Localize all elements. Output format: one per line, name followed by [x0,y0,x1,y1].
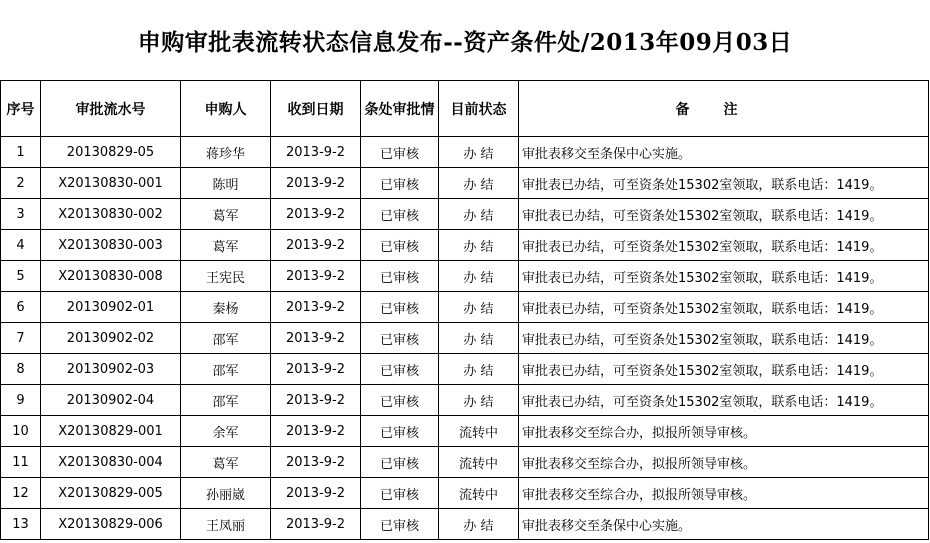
cell-received-date: 2013-9-2 [271,199,361,230]
table-row [1,168,929,199]
cell-index: 10 [1,416,41,447]
cell-status: 办 结 [439,137,519,168]
cell-index: 3 [1,199,41,230]
cell-received-date: 2013-9-2 [271,137,361,168]
cell-index: 4 [1,230,41,261]
cell-approval: 已审核 [361,137,439,168]
cell-remark: 审批表移交至条保中心实施。 [519,509,929,540]
table-row [1,478,929,509]
cell-approval: 已审核 [361,230,439,261]
cell-serial-number: X20130830-003 [41,230,181,261]
table-row [1,416,929,447]
cell-applicant: 余军 [181,416,271,447]
cell-received-date: 2013-9-2 [271,354,361,385]
cell-status: 办 结 [439,199,519,230]
cell-applicant: 邵军 [181,323,271,354]
page-title: 申购审批表流转状态信息发布--资产条件处/2013年09月03日 [137,28,793,56]
cell-serial-number: 20130902-02 [41,323,181,354]
cell-status: 办 结 [439,509,519,540]
table-row [1,354,929,385]
table-row [1,199,929,230]
cell-approval: 已审核 [361,292,439,323]
header-received-date: 收到日期 [271,81,361,137]
cell-remark: 审批表移交至综合办，拟报所领导审核。 [519,416,929,447]
cell-serial-number: 20130902-01 [41,292,181,323]
cell-applicant: 葛军 [181,447,271,478]
header-approval: 条处审批情 [361,81,439,137]
cell-status: 流转中 [439,478,519,509]
cell-index: 12 [1,478,41,509]
cell-received-date: 2013-9-2 [271,416,361,447]
cell-approval: 已审核 [361,509,439,540]
table-row [1,385,929,416]
cell-received-date: 2013-9-2 [271,323,361,354]
table-row [1,292,929,323]
cell-status: 办 结 [439,292,519,323]
table-row [1,323,929,354]
cell-status: 办 结 [439,230,519,261]
cell-status: 流转中 [439,447,519,478]
cell-serial-number: X20130830-004 [41,447,181,478]
cell-approval: 已审核 [361,416,439,447]
cell-applicant: 孙丽崴 [181,478,271,509]
cell-serial-number: X20130829-006 [41,509,181,540]
cell-received-date: 2013-9-2 [271,168,361,199]
cell-status: 办 结 [439,168,519,199]
cell-status: 办 结 [439,354,519,385]
status-table [0,80,929,540]
cell-serial-number: 20130902-04 [41,385,181,416]
cell-applicant: 王凤丽 [181,509,271,540]
header-applicant: 申购人 [181,81,271,137]
header-index: 序号 [1,81,41,137]
cell-index: 5 [1,261,41,292]
cell-status: 办 结 [439,385,519,416]
table-row [1,261,929,292]
cell-serial-number: X20130830-002 [41,199,181,230]
cell-approval: 已审核 [361,478,439,509]
cell-received-date: 2013-9-2 [271,478,361,509]
cell-index: 2 [1,168,41,199]
cell-serial-number: 20130902-03 [41,354,181,385]
cell-serial-number: X20130830-001 [41,168,181,199]
cell-remark: 审批表已办结，可至资条处15302室领取，联系电话：1419。 [519,230,929,261]
cell-remark: 审批表已办结，可至资条处15302室领取，联系电话：1419。 [519,292,929,323]
cell-status: 流转中 [439,416,519,447]
cell-serial-number: X20130830-008 [41,261,181,292]
cell-received-date: 2013-9-2 [271,292,361,323]
header-status: 目前状态 [439,81,519,137]
cell-approval: 已审核 [361,447,439,478]
header-serial-number: 审批流水号 [41,81,181,137]
cell-approval: 已审核 [361,168,439,199]
cell-remark: 审批表已办结，可至资条处15302室领取，联系电话：1419。 [519,323,929,354]
cell-remark: 审批表已办结，可至资条处15302室领取，联系电话：1419。 [519,354,929,385]
cell-serial-number: 20130829-05 [41,137,181,168]
cell-index: 9 [1,385,41,416]
cell-remark: 审批表移交至综合办，拟报所领导审核。 [519,478,929,509]
cell-status: 办 结 [439,323,519,354]
cell-approval: 已审核 [361,323,439,354]
cell-index: 8 [1,354,41,385]
table-body [1,137,929,540]
cell-serial-number: X20130829-001 [41,416,181,447]
cell-index: 6 [1,292,41,323]
cell-received-date: 2013-9-2 [271,261,361,292]
table-row [1,137,929,168]
table-header-row [1,81,929,137]
cell-status: 办 结 [439,261,519,292]
cell-remark: 审批表已办结，可至资条处15302室领取，联系电话：1419。 [519,385,929,416]
cell-received-date: 2013-9-2 [271,385,361,416]
cell-applicant: 王宪民 [181,261,271,292]
cell-applicant: 秦杨 [181,292,271,323]
cell-index: 13 [1,509,41,540]
cell-index: 7 [1,323,41,354]
table-row [1,230,929,261]
cell-approval: 已审核 [361,385,439,416]
cell-remark: 审批表移交至综合办，拟报所领导审核。 [519,447,929,478]
cell-applicant: 蒋珍华 [181,137,271,168]
cell-index: 1 [1,137,41,168]
cell-approval: 已审核 [361,261,439,292]
cell-applicant: 葛军 [181,230,271,261]
cell-approval: 已审核 [361,354,439,385]
cell-applicant: 陈明 [181,168,271,199]
table-row [1,447,929,478]
cell-remark: 审批表已办结，可至资条处15302室领取，联系电话：1419。 [519,199,929,230]
cell-applicant: 邵军 [181,385,271,416]
cell-remark: 审批表已办结，可至资条处15302室领取，联系电话：1419。 [519,261,929,292]
cell-index: 11 [1,447,41,478]
cell-remark: 审批表移交至条保中心实施。 [519,137,929,168]
cell-applicant: 邵军 [181,354,271,385]
cell-received-date: 2013-9-2 [271,447,361,478]
cell-serial-number: X20130829-005 [41,478,181,509]
cell-remark: 审批表已办结，可至资条处15302室领取，联系电话：1419。 [519,168,929,199]
table-row [1,509,929,540]
header-remarks: 备注 [519,81,929,137]
cell-applicant: 葛军 [181,199,271,230]
cell-received-date: 2013-9-2 [271,509,361,540]
cell-received-date: 2013-9-2 [271,230,361,261]
cell-approval: 已审核 [361,199,439,230]
